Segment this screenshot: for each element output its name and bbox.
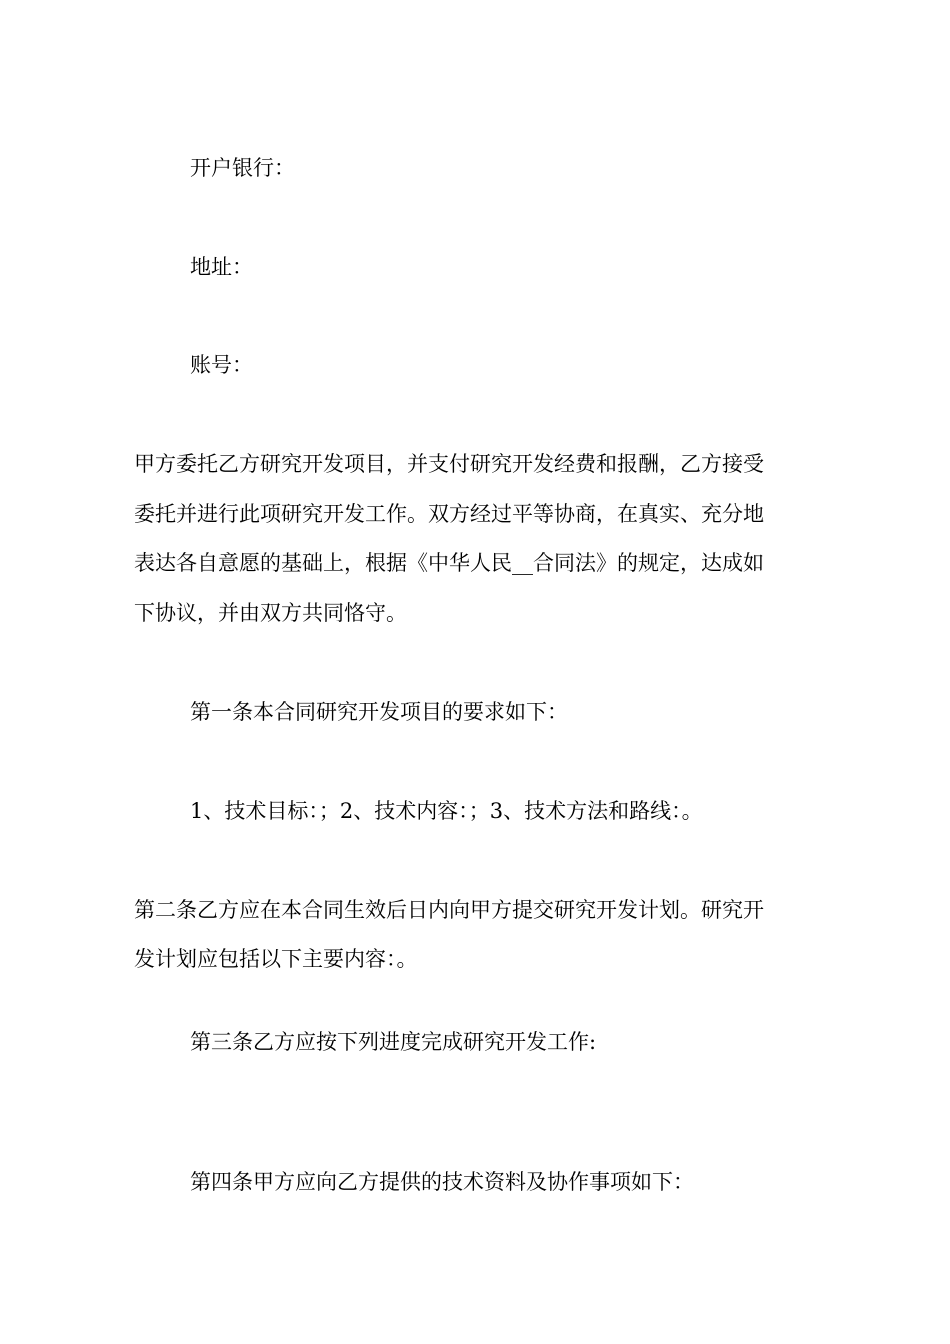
article-1-items: 1、技术目标：；2、技术内容：；3、技术方法和路线：。 <box>190 799 703 823</box>
article-2-line-2: 发计划应包括以下主要内容：。 <box>134 947 418 971</box>
article-4-heading: 第四条甲方应向乙方提供的技术资料及协作事项如下： <box>190 1170 694 1194</box>
article-2-line-1: 第二条乙方应在本合同生效后日内向甲方提交研究开发计划。研究开 <box>134 898 764 922</box>
article-3-heading: 第三条乙方应按下列进度完成研究开发工作: <box>190 1030 597 1054</box>
preamble-line-2: 委托并进行此项研究开发工作。双方经过平等协商，在真实、充分地 <box>134 502 764 526</box>
account-label: 账号： <box>190 353 253 377</box>
preamble-line-3: 表达各自意愿的基础上，根据《中华人民__合同法》的规定，达成如 <box>134 551 764 575</box>
bank-label: 开户银行： <box>190 156 295 180</box>
article-1-heading: 第一条本合同研究开发项目的要求如下： <box>190 700 568 724</box>
preamble-line-1: 甲方委托乙方研究开发项目，并支付研究开发经费和报酬，乙方接受 <box>134 452 764 476</box>
preamble-line-4: 下协议，并由双方共同恪守。 <box>134 601 407 625</box>
address-label: 地址： <box>190 255 253 279</box>
